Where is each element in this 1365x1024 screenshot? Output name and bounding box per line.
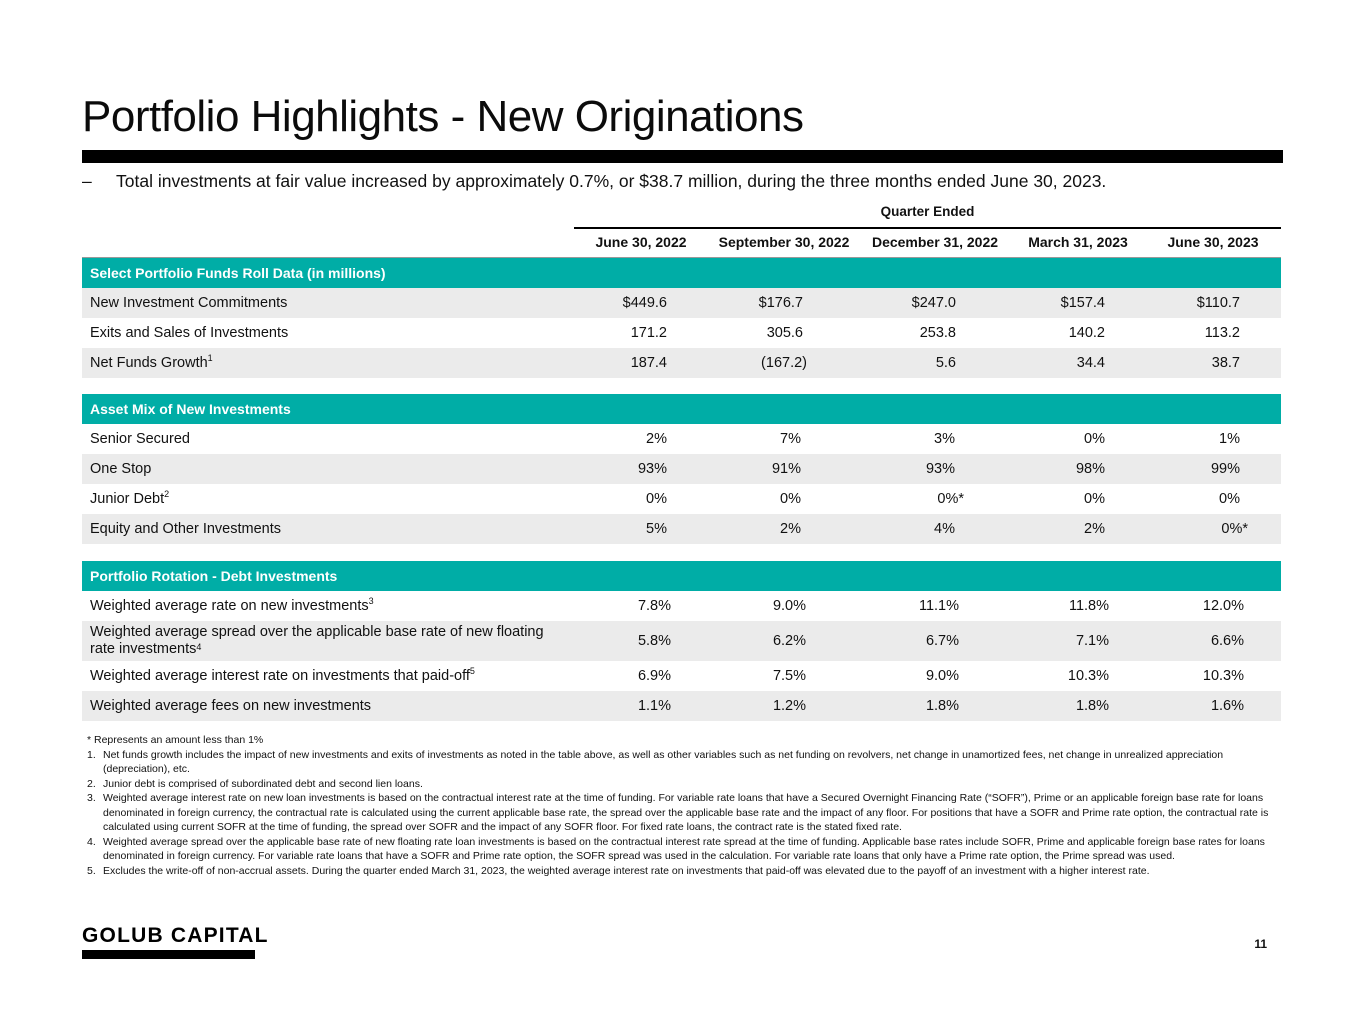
logo-underline — [82, 950, 255, 959]
footnote-text: Weighted average spread over the applicable base rate of new floating rate loan investments is based on the contractual interest rate spread at the time of funding. Applicable base rates include SOFR, Prime and applicable foreign base rates for loans denominated in foreign currency. For variable rate loans that have a SOFR and Prime rate option, the SOFR spread was used in the calculation. For variable rate loans that only have a Prime rate option, the Prime spread was used. — [103, 835, 1265, 862]
cell-value: 2% — [780, 521, 801, 537]
footnote-1 — [87, 748, 1277, 777]
cell-value: 187.4 — [630, 355, 667, 371]
cell-value: 91% — [771, 461, 801, 477]
cell-value: 6.7% — [925, 633, 959, 649]
cell-value: 253.8 — [919, 325, 956, 341]
cell-value: 305.6 — [766, 325, 803, 341]
page-title: Portfolio Highlights - New Originations — [82, 92, 804, 141]
cell-value: 6.9% — [637, 668, 671, 684]
column-header-sep-2022: September 30, 2022 — [718, 234, 850, 250]
cell-value: 113.2 — [1204, 325, 1240, 341]
section-header-asset-mix — [82, 394, 1281, 424]
cell-value: 7.1% — [1075, 633, 1109, 649]
cell-value: 11.1% — [918, 598, 959, 614]
company-logo: GOLUB CAPITAL — [82, 924, 269, 947]
footnote-text: Net funds growth includes the impact of new investments and exits of investments as noted in the table above, as well as other variables such as net funding on revolvers, net change in unamortized fees, net change in unrealized appreciation (depreciation), etc. — [103, 748, 1224, 775]
column-header-jun-2023: June 30, 2023 — [1167, 234, 1259, 250]
cell-value: 7.8% — [637, 598, 671, 614]
cell-value: 12.0% — [1202, 598, 1244, 614]
footnote-text: Weighted average interest rate on new loan investments is based on the contractual interest rate at the time of funding. For variable rate loans that have a Secured Overnight Financing Rate (“SOFR”), Prime or an applicable foreign base rate for loans denominated in foreign currency, the contractual rate is calculated using the current applicable base rate, the spread over the applicable base rate and the impact of any floor. For positions that have a SOFR and Prime rate option, the contractual rate is calculated using current SOFR at the time of funding, the spread over SOFR and the impact of any SOFR floor. For fixed rate loans, the contract rate is the stated fixed rate. — [103, 792, 1269, 833]
footnote-asterisk: * Represents an amount less than 1% — [87, 734, 264, 746]
cell-value: 140.2 — [1068, 325, 1105, 341]
cell-value: 98% — [1075, 461, 1105, 477]
row-label: Weighted average fees on new investments — [90, 698, 372, 714]
table-row — [82, 621, 1281, 661]
footnote-number: 1. — [87, 748, 96, 761]
table-row — [82, 661, 1281, 691]
cell-value: 34.4 — [1076, 355, 1105, 371]
row-label-text: Net Funds Growth — [90, 355, 208, 371]
cell-value: 9.0% — [772, 598, 806, 614]
cell-value: 1.2% — [772, 698, 806, 714]
footnote-number: 2. — [87, 777, 96, 790]
cell-value: 3% — [934, 431, 955, 447]
row-label: Exits and Sales of Investments — [90, 325, 289, 341]
table-row — [82, 691, 1281, 721]
row-label-text: Junior Debt — [90, 491, 165, 507]
section-title: Portfolio Rotation - Debt Investments — [90, 568, 338, 584]
row-label: New Investment Commitments — [90, 295, 288, 311]
cell-value: 7% — [780, 431, 801, 447]
cell-value: 9.0% — [925, 668, 959, 684]
table-row — [82, 591, 1281, 621]
footnote-number: 5. — [87, 864, 96, 877]
summary-text: Total investments at fair value increased by approximately 0.7%, or $38.7 million, during the three months ended June 30, 2023. — [116, 171, 1107, 191]
footnote-ref: 3 — [368, 596, 374, 606]
cell-value: 1.8% — [925, 698, 959, 714]
cell-value: 1% — [1219, 431, 1240, 447]
footnote-text: Excludes the write-off of non-accrual assets. During the quarter ended March 31, 2023, the weighted average interest rate on investments that paid-off was elevated due to the payoff of an investment with a higher interest rate. — [103, 864, 1150, 877]
column-header-jun-2022: June 30, 2022 — [595, 234, 687, 250]
row-label: One Stop — [90, 461, 152, 477]
cell-value: $247.0 — [911, 295, 956, 311]
section-header-funds-roll — [82, 258, 1281, 288]
footnote-ref: 5 — [469, 666, 475, 676]
row-label-text: Weighted average spread over the applicable base rate of new floating rate investments — [90, 624, 544, 657]
cell-value: $157.4 — [1060, 295, 1105, 311]
row-label — [90, 624, 560, 658]
cell-value: $176.7 — [758, 295, 803, 311]
row-label: Equity and Other Investments — [90, 521, 282, 537]
cell-value: $449.6 — [622, 295, 667, 311]
cell-value: 2% — [1084, 521, 1105, 537]
footnote-ref: 1 — [207, 353, 213, 363]
quarter-ended-rule — [574, 227, 1281, 229]
row-label — [90, 668, 475, 684]
footnote-number: 4. — [87, 835, 96, 848]
footnote-ref: 2 — [164, 489, 170, 499]
column-header-mar-2023: March 31, 2023 — [1028, 234, 1128, 250]
table-row — [82, 424, 1281, 454]
cell-value: 0%* — [937, 491, 964, 507]
cell-value: 4% — [934, 521, 955, 537]
cell-value: 11.8% — [1068, 598, 1109, 614]
row-label — [90, 355, 213, 371]
cell-value: 0%* — [1221, 521, 1248, 537]
cell-value: 10.3% — [1202, 668, 1244, 684]
table-row — [82, 288, 1281, 318]
row-label-text: Weighted average interest rate on investments that paid-off — [90, 668, 470, 684]
footnote-3 — [87, 791, 1277, 835]
cell-value: 93% — [637, 461, 667, 477]
cell-value: 171.2 — [630, 325, 667, 341]
cell-value: 1.6% — [1210, 698, 1244, 714]
bullet-dash: – — [82, 171, 92, 191]
cell-value: 1.8% — [1075, 698, 1109, 714]
footnote-5 — [87, 864, 1277, 879]
cell-value: 0% — [1219, 491, 1240, 507]
section-header-portfolio-rotation — [82, 561, 1281, 591]
cell-value: 10.3% — [1067, 668, 1109, 684]
table-row — [82, 318, 1281, 348]
cell-value: 0% — [1084, 491, 1105, 507]
cell-value: 93% — [925, 461, 955, 477]
row-label — [90, 598, 374, 614]
cell-value: 2% — [646, 431, 667, 447]
table-row — [82, 484, 1281, 514]
cell-value: 99% — [1210, 461, 1240, 477]
cell-value: 0% — [1084, 431, 1105, 447]
footnote-ref: 4 — [196, 642, 202, 652]
footnote-number: 3. — [87, 792, 96, 804]
cell-value: 0% — [646, 491, 667, 507]
cell-value: 1.1% — [637, 698, 671, 714]
footnote-4 — [87, 835, 1277, 864]
cell-value: $110.7 — [1196, 295, 1240, 311]
section-title: Asset Mix of New Investments — [90, 401, 291, 417]
title-rule — [82, 150, 1283, 163]
cell-value: 7.5% — [772, 668, 806, 684]
page-number: 11 — [1254, 937, 1267, 951]
table-row — [82, 454, 1281, 484]
row-label: Senior Secured — [90, 431, 190, 447]
row-label — [90, 491, 169, 507]
quarter-ended-header: Quarter Ended — [880, 204, 975, 219]
cell-value: 5% — [646, 521, 667, 537]
section-title: Select Portfolio Funds Roll Data (in millions) — [90, 265, 386, 281]
cell-value: 5.6 — [935, 355, 956, 371]
cell-value: 38.7 — [1211, 355, 1240, 371]
summary-bullet — [82, 171, 1106, 192]
table-row — [82, 348, 1281, 378]
cell-value: 6.2% — [772, 633, 806, 649]
footnote-text: Junior debt is comprised of subordinated debt and second lien loans. — [103, 777, 423, 790]
row-label-text: Weighted average rate on new investments — [90, 598, 369, 614]
footnotes — [87, 733, 1277, 878]
cell-value: 0% — [780, 491, 801, 507]
column-header-dec-2022: December 31, 2022 — [871, 234, 999, 250]
table-row — [82, 514, 1281, 544]
cell-value: (167.2) — [761, 355, 807, 371]
footnote-2 — [87, 777, 1277, 792]
cell-value: 6.6% — [1210, 633, 1244, 649]
cell-value: 5.8% — [637, 633, 671, 649]
